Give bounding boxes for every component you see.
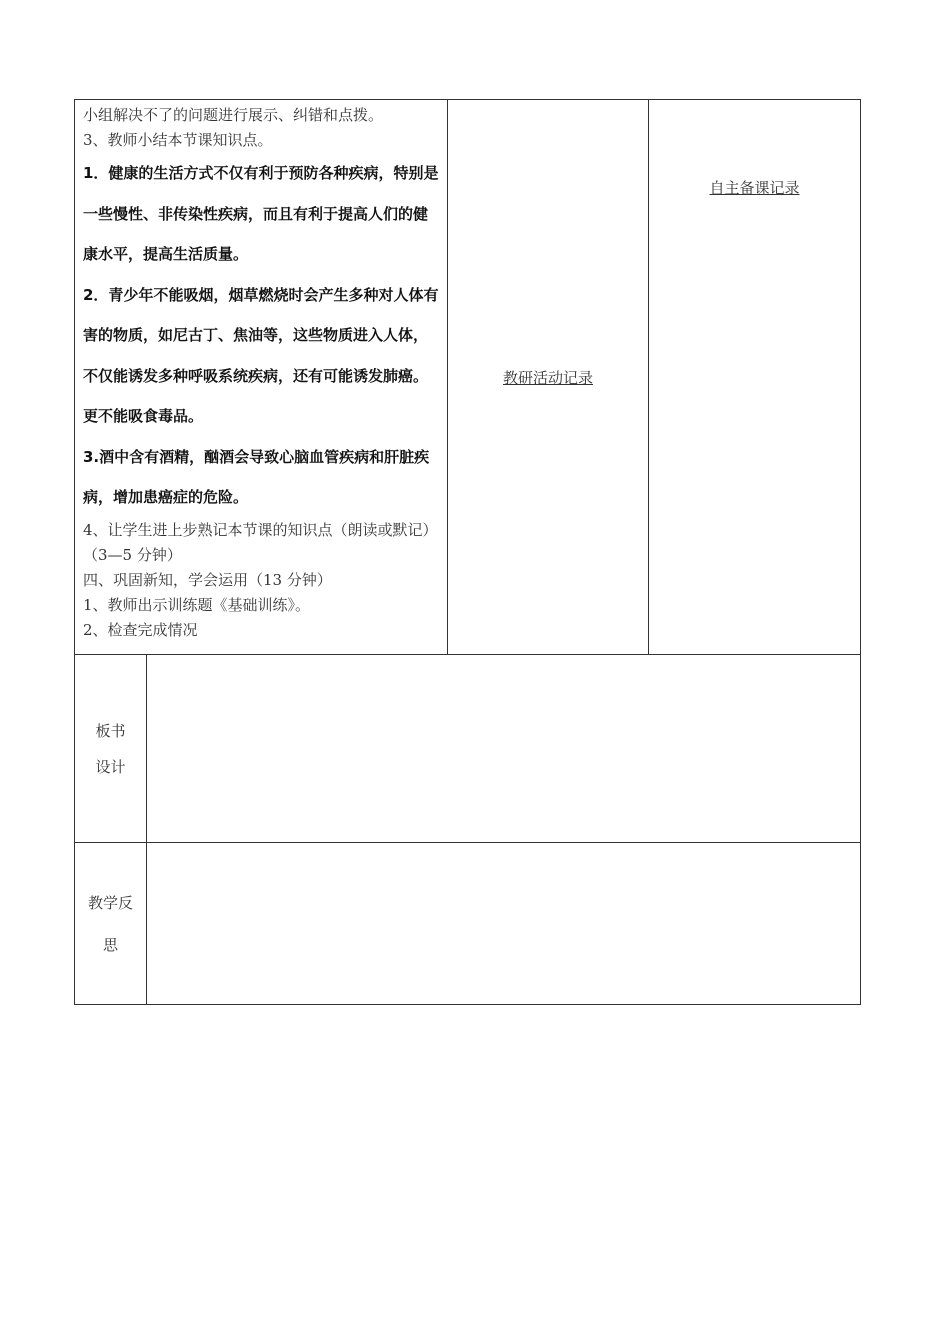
board-design-row — [75, 655, 861, 843]
key-point-2: 2．青少年不能吸烟，烟草燃烧时会产生多种对人体有害的物质，如尼古丁、焦油等，这些物质进入人体，不仅能诱发多种呼吸系统疾病，还有可能诱发肺癌。更不能吸食毒品。 — [83, 285, 439, 425]
intro-line-1: 小组解决不了的问题进行展示、纠错和点拨。 — [83, 106, 384, 124]
reflection-label-cell — [75, 843, 147, 1005]
outro-line-4: 2、检查完成情况 — [83, 620, 198, 639]
lesson-content-cell — [75, 100, 448, 655]
reflection-row — [75, 843, 861, 1005]
outro-line-1: 4、让学生进上步熟记本节课的知识点（朗读或默记）（3—5 分钟） — [83, 520, 438, 564]
reflection-content-cell — [147, 843, 861, 1005]
lesson-plan-table — [74, 99, 861, 1005]
board-design-label-cell — [75, 655, 147, 843]
board-design-label-1: 板书 — [95, 721, 126, 740]
research-record-cell — [448, 100, 649, 655]
key-point-3: 3.酒中含有酒精，酗酒会导致心脑血管疾病和肝脏疾病，增加患癌症的危险。 — [83, 447, 430, 506]
self-prep-record-cell — [649, 100, 861, 655]
reflection-label-1: 教学反 — [87, 893, 133, 912]
key-point-1: 1．健康的生活方式不仅有利于预防各种疾病，特别是一些慢性、非传染性疾病，而且有利于提高人们的健康水平，提高生活质量。 — [83, 164, 439, 263]
intro-line-2: 3、教师小结本节课知识点。 — [83, 131, 273, 149]
outro-line-3: 1、教师出示训练题《基础训练》。 — [83, 595, 311, 614]
board-design-label-2: 设计 — [95, 757, 126, 776]
reflection-label-2: 思 — [102, 935, 118, 954]
document-page — [74, 99, 860, 1005]
outro-line-2: 四、巩固新知，学会运用（13 分钟） — [83, 570, 332, 589]
self-prep-record-label: 自主备课记录 — [709, 179, 800, 197]
board-design-content-cell — [147, 655, 861, 843]
content-row — [75, 100, 861, 655]
research-record-label: 教研活动记录 — [503, 368, 594, 387]
